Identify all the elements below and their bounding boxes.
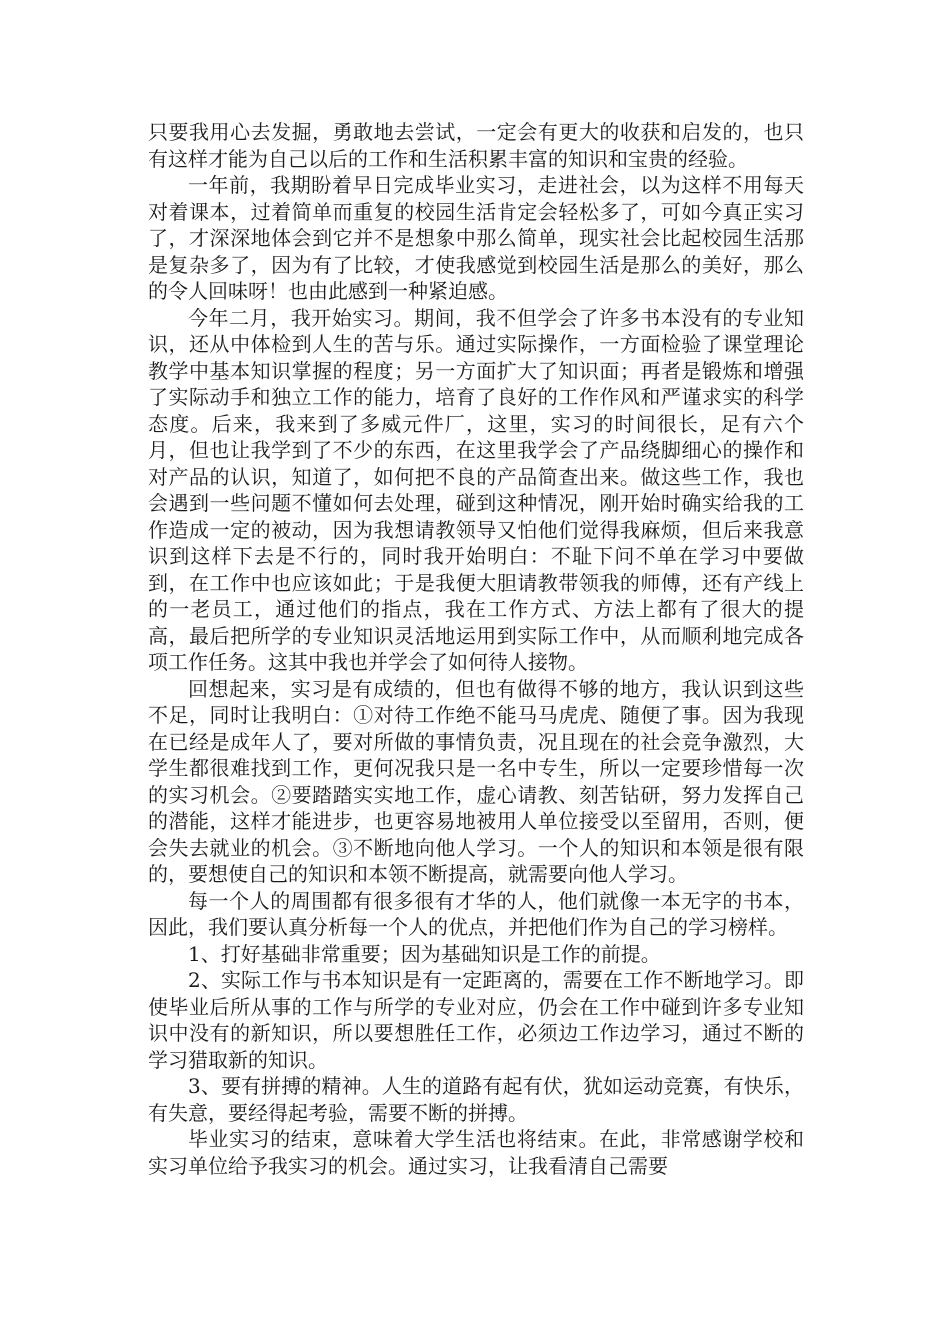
list-item-3: 3、要有拼搏的精神。人生的道路有起有伏，犹如运动竞赛，有快乐，有失意，要经得起考验，需要不断的拼搏。 [148,1074,804,1125]
paragraph-closing: 毕业实习的结束，意味着大学生活也将结束。在此，非常感谢学校和实习单位给予我实习的机会。通过实习，让我看清自己需要 [148,1127,804,1178]
paragraph-4: 回想起来，实习是有成绩的，但也有做得不够的地方，我认识到这些不足，同时让我明白：①对待工作绝不能马马虎虎、随便了事。因为我现在已经是成年人了，要对所做的事情负责，况且现在的社会竞争激烈，大学生都很难找到工作，更何况我只是一名中专生，所以一定要珍惜每一次的实习机会。②要踏踏实实地工作，虚心请教、刻苦钻研，努力发挥自己的潜能，这样才能进步，也更容易地被用人单位接受以至留用，否则，便会失去就业的机会。③不断地向他人学习。一个人的知识和本领是很有限的，要想使自己的知识和本领不断提高，就需要向他人学习。 [148,676,804,886]
paragraph-1: 只要我用心去发掘，勇敢地去尝试，一定会有更大的收获和启发的，也只有这样才能为自己以后的工作和生活积累丰富的知识和宝贵的经验。 [148,120,804,171]
paragraph-3: 今年二月，我开始实习。期间，我不但学会了许多书本没有的专业知识，还从中体检到人生的苦与乐。通过实际操作，一方面检验了课堂理论教学中基本知识掌握的程度；另一方面扩大了知识面；再者是锻炼和增强了实际动手和独立工作的能力，培育了良好的工作作风和严谨求实的科学态度。后来，我来到了多威元件厂，这里，实习的时间很长，足有六个月，但也让我学到了不少的东西，在这里我学会了产品绕脚细心的操作和对产品的认识，知道了，如何把不良的产品简查出来。做这些工作，我也会遇到一些问题不懂如何去处理，碰到这种情况，刚开始时确实给我的工作造成一定的被动，因为我想请教领导又怕他们觉得我麻烦，但后来我意识到这样下去是不行的，同时我开始明白：不耻下问不单在学习中要做到，在工作中也应该如此；于是我便大胆请教带领我的师傅，还有产线上的一老员工，通过他们的指点，我在工作方式、方法上都有了很大的提高，最后把所学的专业知识灵活地运用到实际工作中，从而顺利地完成各项工作任务。这其中我也并学会了如何待人接物。 [148,305,804,674]
paragraph-2: 一年前，我期盼着早日完成毕业实习，走进社会，以为这样不用每天对着课本，过着简单而重复的校园生活肯定会轻松多了，可如今真正实习了，才深深地体会到它并不是想象中那么简单，现实社会比起校园生活那是复杂多了，因为有了比较，才使我感觉到校园生活是那么的美好，那么的令人回味呀！也由此感到一种紧迫感。 [148,173,804,303]
list-item-1: 1、打好基础非常重要；因为基础知识是工作的前提。 [188,941,661,966]
document-body [148,119,804,1179]
list-item-2: 2、实际工作与书本知识是有一定距离的，需要在工作不断地学习。即使毕业后所从事的工作与所学的专业对应，仍会在工作中碰到许多专业知识中没有的新知识，所以要想胜任工作，必须边工作边学习，通过不断的学习猎取新的知识。 [148,968,804,1072]
paragraph-5: 每一个人的周围都有很多很有才华的人，他们就像一本无字的书本，因此，我们要认真分析每一个人的优点，并把他们作为自己的学习榜样。 [148,888,804,939]
